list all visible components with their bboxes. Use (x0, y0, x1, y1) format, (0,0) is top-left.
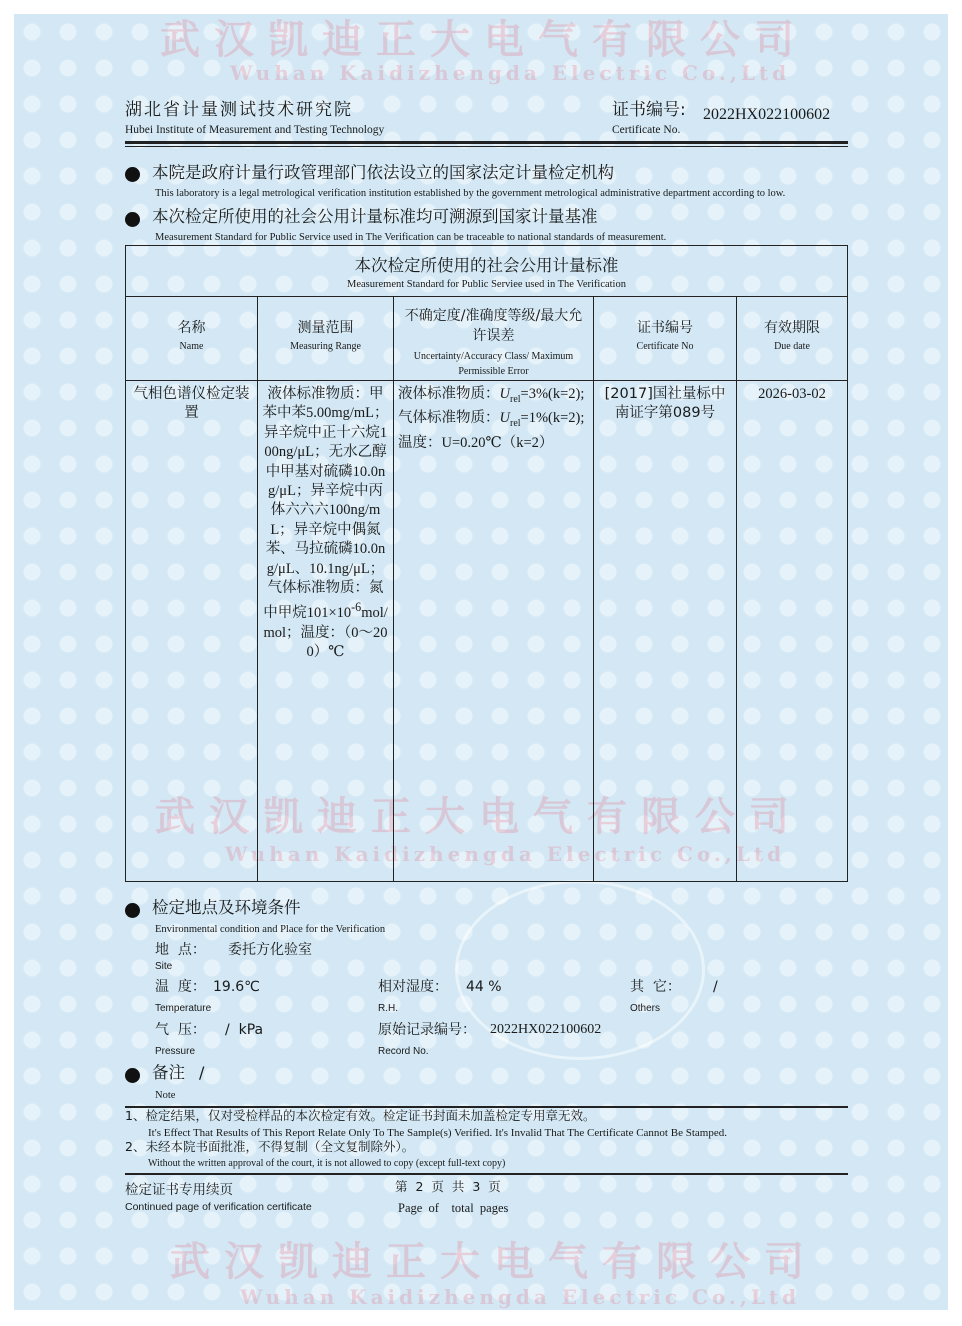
cell-due: 2026-03-02 (737, 381, 848, 882)
continued-page-label-en: Continued page of verification certificate (125, 1201, 312, 1213)
pressure-label: 气 压： (155, 1022, 206, 1038)
table-title: 本次检定所使用的社会公用计量标准 (354, 256, 619, 275)
note-value: / (199, 1063, 205, 1082)
rh-label-en: R.H. (378, 1003, 398, 1014)
site-value: 委托方化验室 (228, 942, 312, 958)
bullet-icon (125, 903, 140, 918)
page-number: 第 2 页 共 3 页 (395, 1179, 501, 1194)
watermark-company: 武汉凯迪正大电气有限公司 (155, 794, 803, 840)
record-label: 原始记录编号： (378, 1022, 476, 1038)
cert-label: 证书编号: (612, 100, 686, 120)
divider (125, 1173, 848, 1175)
page-number-en: Page of total pages (398, 1201, 509, 1215)
footnote-2: 2、未经本院书面批准，不得复制（全文复制除外）。 (125, 1139, 415, 1154)
header-rule (125, 141, 848, 144)
rh-label: 相对湿度： (378, 979, 448, 995)
statement-2: 本次检定所使用的社会公用计量标准均可溯源到国家计量基准 (152, 207, 598, 226)
site-label-en: Site (155, 961, 173, 972)
pressure-label-en: Pressure (155, 1046, 196, 1057)
cert-number: 2022HX022100602 (703, 106, 831, 123)
note-title-en: Note (155, 1090, 176, 1101)
institute-name-en: Hubei Institute of Measurement and Testing Technology (125, 124, 385, 136)
record-value: 2022HX022100602 (490, 1022, 602, 1037)
col-name: 名称 Name (126, 297, 258, 381)
record-label-en: Record No. (378, 1046, 429, 1057)
col-due: 有效期限 Due date (737, 297, 848, 381)
cert-label-en: Certificate No. (612, 124, 681, 136)
site-label: 地 点： (155, 942, 206, 958)
header-rule (125, 146, 848, 147)
table-title-en: Measurement Standard for Public Serviee used in The Verification (347, 279, 626, 290)
watermark-company-en: Wuhan Kaidizhengda Electric Co.,Ltd (225, 842, 786, 866)
note-title: 备注 (152, 1063, 185, 1082)
bullet-icon (125, 212, 140, 227)
watermark-company: 武汉凯迪正大电气有限公司 (170, 1239, 818, 1285)
temp-label: 温 度： (155, 979, 206, 995)
watermark-company-en: Wuhan Kaidizhengda Electric Co.,Ltd (240, 1285, 801, 1309)
continued-page-label: 检定证书专用续页 (125, 1182, 233, 1198)
footnote-1: 1、检定结果，仅对受检样品的本次检定有效。检定证书封面未加盖检定专用章无效。 (125, 1108, 596, 1123)
watermark-company: 武汉凯迪正大电气有限公司 (160, 17, 808, 63)
statement-1: 本院是政府计量行政管理部门依法设立的国家法定计量检定机构 (152, 163, 614, 182)
col-uncertainty: 不确定度/准确度等级/最大允许误差 Uncertainty/Accuracy Class/ Maximum Permissible Error (394, 297, 594, 381)
statement-1-en: This laboratory is a legal metrological verification institution established by the government metrological administrative department according to low. (155, 188, 786, 199)
col-cert: 证书编号 Certificate No (594, 297, 737, 381)
bullet-icon (125, 1068, 140, 1083)
others-value: / (713, 979, 718, 995)
col-range: 测量范围 Measuring Range (258, 297, 394, 381)
cell-range: 液体标准物质：甲苯中苯5.00mg/mL；异辛烷中正十六烷100ng/μL；无水乙醇中甲基对硫磷10.0ng/μL；异辛烷中丙体六六六100ng/mL；异辛烷中偶氮苯、马拉硫磷10.0ng/μL、10.1ng/μL；气体标准物质：氮中甲烷$101\times 10^{-6}mol$/mol；温度：（0～200）℃ (258, 381, 394, 882)
env-title-en: Environmental condition and Place for the Verification (155, 924, 386, 935)
temp-label-en: Temperature (155, 1003, 212, 1014)
rh-value: 44 % (466, 979, 502, 995)
bullet-icon (125, 167, 140, 182)
watermark-company-en: Wuhan Kaidizhengda Electric Co.,Ltd (230, 61, 791, 85)
temp-value: 19.6℃ (213, 979, 260, 995)
footnote-1-en: It's Effect That Results of This Report Relate Only To The Sample(s) Verified. It's Invalid That The Certificate Cannot Be Stamped. (148, 1127, 727, 1139)
cell-name: 气相色谱仪检定装置 (126, 381, 258, 882)
institute-name: 湖北省计量测试技术研究院 (125, 100, 353, 120)
statement-2-en: Measurement Standard for Public Service used in The Verification can be traceable to national standards of measurement. (155, 232, 667, 243)
env-title: 检定地点及环境条件 (152, 898, 301, 917)
footnote-2-en: Without the written approval of the court, it is not allowed to copy (except full-text copy) (148, 1158, 506, 1169)
cell-uncertainty: 液体标准物质：$U_{rel}=3\%(k=2)$;气体标准物质：$U_{rel}=1\%(k=2)$;温度：U=0.20℃（k=2） (394, 381, 594, 882)
others-label: 其 它： (630, 979, 681, 995)
others-label-en: Others (630, 1003, 661, 1014)
standards-table (125, 245, 848, 882)
pressure-value: / kPa (225, 1022, 264, 1038)
cell-cert: [2017]国社量标中南证字第089号 (594, 381, 737, 882)
